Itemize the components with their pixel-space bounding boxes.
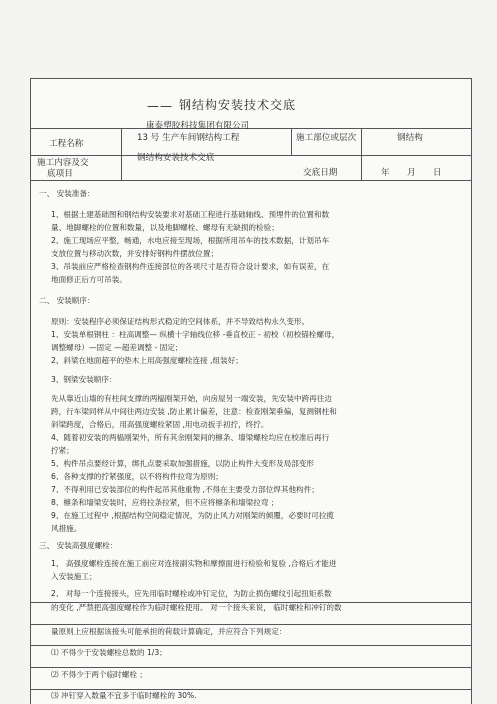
date-year: 年 (381, 168, 390, 178)
body-line: 的变化 ,严禁把高强度螺栓作为临时螺栓使用。 对一个接头来说， 临时螺栓和冲钉的数 (51, 603, 342, 612)
company-name: 康泰塑胶科技集团有限公司 (146, 121, 250, 131)
body-line: 6、各种支撑的拧紧强度，以不将构件拉弯为原则； (51, 472, 223, 481)
document-sheet (30, 78, 472, 704)
body-line: 入安装施工； (51, 572, 97, 581)
list-divider (31, 689, 471, 690)
list-divider (31, 667, 471, 668)
date-month: 月 (407, 168, 416, 178)
body-line: 1、 高强度螺栓连接在施工前应对连接副实物和摩擦面进行检验和复验 ,合格后才能进 (51, 559, 337, 568)
column-divider (121, 128, 122, 180)
body-line: 1、安装单根钢柱 ：柱高调整— 纵横十字轴线位移 -垂直校正 - 初校（初校锚栓螺母， (51, 330, 340, 339)
body-line: 2、 对每一个连接接头，应先用临时螺栓或冲钉定位，为防止损伤螺纹引起扭矩系数 (51, 589, 332, 598)
project-label: 工程名称 (49, 139, 84, 149)
date-day: 日 (433, 168, 442, 178)
body-line: 支放位置与移动次数，并安排好钢构件摆放位置； (51, 249, 219, 258)
part-value: 钢结构 (397, 133, 423, 143)
body-line: 8、檩条和墙梁安装时，应将拉条拉紧，但不应将檩条和墙梁拉弯 ； (51, 498, 279, 507)
body-line: 3、钢梁安装顺序： (51, 375, 117, 384)
list-item: ⑶ 冲钉穿入数量不宜多于临时螺栓的 30%. (51, 691, 197, 700)
list-item: ⑵ 不得少于两个临时螺栓 ； (51, 670, 147, 679)
body-line: 先从靠近山墙的有柱间支撑的两榀刚架开始，向房屋另一端安装，先安装中跨再往边 (51, 394, 332, 403)
table-top-border (31, 78, 471, 79)
content-label-line2: 底项目 (47, 169, 73, 179)
title-divider (31, 128, 471, 129)
body-line: 量、地脚螺栓的位置和数量，以及地脚螺栓、螺母有无缺损的检验； (51, 223, 279, 232)
body-line: 4、随着初安装的两榀刚架外，所有其余刚架间的檩条、墙梁螺栓均应在校准后再行 (51, 433, 330, 442)
body-line: 量原则上应根据该接头可能承担的荷载计算确定，并应符合下列规定： (51, 627, 287, 636)
section-heading: 三、 安装高强度螺栓： (39, 541, 118, 550)
row-divider (31, 180, 471, 181)
body-line: 跨，行车梁同样从中间往两边安装 ,防止累计偏差，注意：检查刚架垂偏，复测钢柱和 (51, 407, 337, 416)
body-line: 风措施。 (51, 524, 82, 533)
part-label: 施工部位或层次 (296, 133, 357, 143)
body-line: 2、施工现场应平整，畅通，水电应接至现场，根据所用吊车的技术数据，计划吊车 (51, 236, 330, 245)
body-line: 3、吊装前应严格检查钢构件连接部位的各项尺寸是否符合设计要求，如有误差，在 (51, 262, 330, 271)
project-value: 13 号 生产车间钢结构工程 (137, 133, 240, 143)
body-line: 2、斜梁在地面超平的垫木上用高强度螺栓连接 ,组装好； (51, 356, 243, 365)
body-line: 原则：安装程序必须保证结构形式稳定的空间体系，并不导致结构永久变形。 (51, 317, 310, 326)
content-value: 钢结构安装技术交底 (137, 153, 215, 163)
body-line: 9、在施工过程中 ,根据结构空间稳定情况，为防止风力对刚架的倾覆，必要时可拉揽 (51, 511, 335, 520)
body-line: 7、不得利用已安装部位的构件起吊其他重物 ,不得在主要受力部位焊其他构件； (51, 485, 319, 494)
column-divider (291, 128, 292, 155)
body-line: 调整螺母）—固定 —超差调整 - 固定； (51, 343, 183, 352)
body-line: 5、构件吊点要经计算，绑扎点要采取加强措施，以防止构件大变形及局部变形 (51, 459, 315, 468)
section-heading: 二、 安装顺序： (39, 296, 95, 305)
document-title: 钢结构安装技术交底 (179, 98, 297, 112)
body-line: 地面修正后方可吊装。 (51, 275, 127, 284)
body-line: 1、根据土建基础图和钢结构安装要求对基础工程进行基础轴线、预埋件的位置和数 (51, 210, 330, 219)
list-divider (31, 645, 471, 646)
content-label-line1: 施工内容及交 (37, 158, 89, 168)
list-divider (31, 624, 471, 625)
date-label: 交底日期 (303, 168, 338, 178)
row-divider (31, 155, 471, 156)
body-line: 斜梁跨度，合格后，用高强度螺栓紧固 ,用电动扳手初拧，终拧。 (51, 420, 269, 429)
list-item: ⑴ 不得少于安装螺栓总数的 1/3； (51, 648, 167, 657)
section-heading: 一、 安装准备： (39, 189, 95, 198)
column-divider (361, 128, 362, 180)
body-line: 拧紧； (51, 446, 74, 455)
title-dash-prefix: —— (147, 99, 173, 113)
